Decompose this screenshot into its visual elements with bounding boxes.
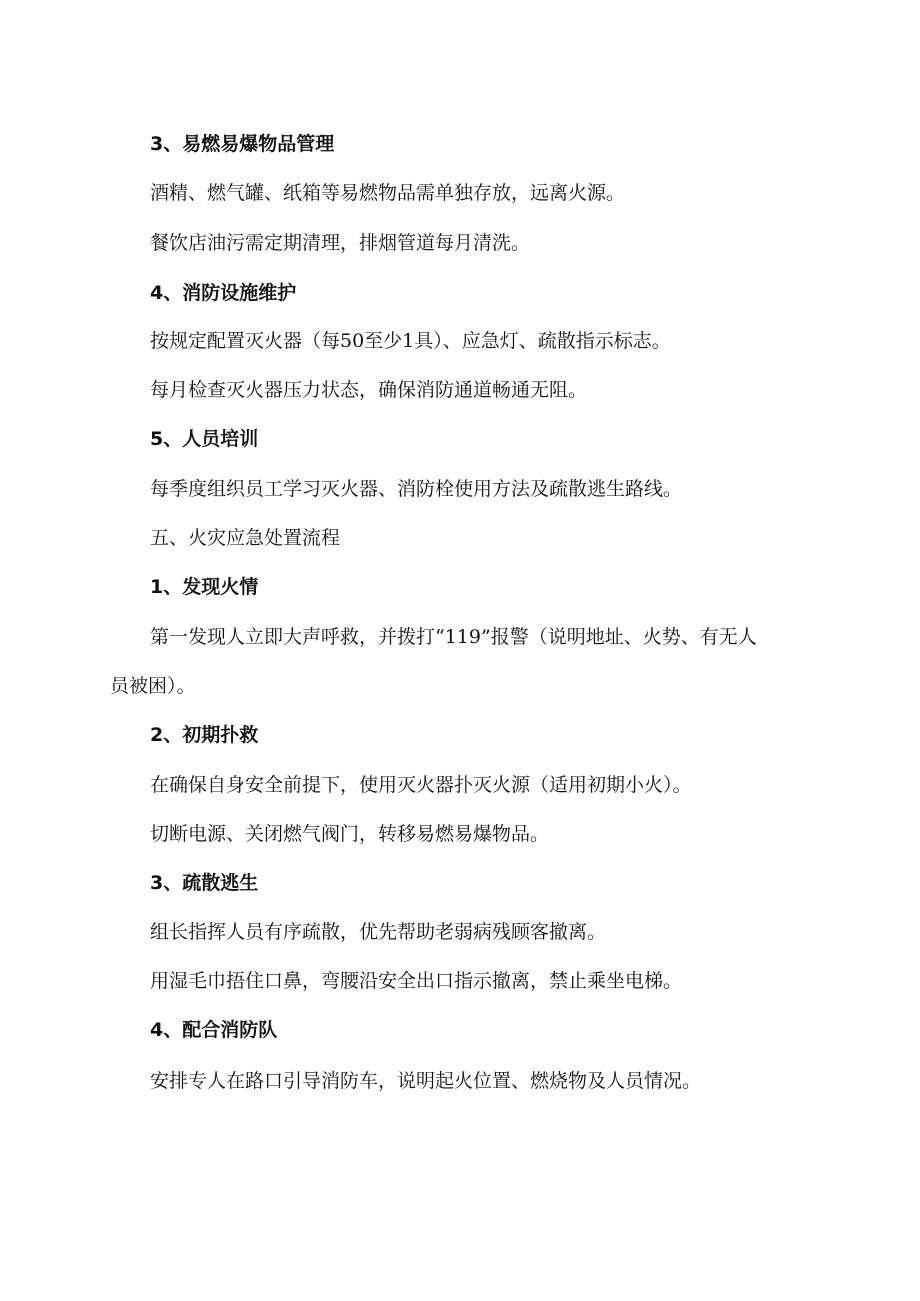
paragraph-storage: 酒精、燃气罐、纸箱等易燃物品需单独存放，远离火源。 [150, 182, 626, 204]
heading-staff-training: 5、人员培训 [150, 428, 259, 450]
heading-fire-facility-maintenance: 4、消防设施维护 [150, 282, 297, 304]
paragraph-cut-power: 切断电源、关闭燃气阀门，转移易燃易爆物品。 [150, 823, 550, 845]
paragraph-orderly-evacuation: 组长指挥人员有序疏散，优先帮助老弱病残顾客撤离。 [150, 921, 607, 943]
heading-discover-fire: 1、发现火情 [150, 576, 259, 598]
paragraph-wet-towel: 用湿毛巾捂住口鼻，弯腰沿安全出口指示撤离，禁止乘坐电梯。 [150, 970, 683, 992]
heading-flammable-management: 3、易燃易爆物品管理 [150, 133, 335, 155]
paragraph-guide-fire-truck: 安排专人在路口引导消防车，说明起火位置、燃烧物及人员情况。 [150, 1070, 702, 1092]
paragraph-extinguisher-config: 按规定配置灭火器（每50至少1具）、应急灯、疏散指示标志。 [150, 330, 671, 352]
paragraph-cleaning: 餐饮店油污需定期清理，排烟管道每月清洗。 [150, 232, 531, 254]
paragraph-call-119-continued: 员被困）。 [110, 675, 196, 697]
section-title-emergency-procedure: 五、火灾应急处置流程 [150, 527, 341, 549]
heading-initial-firefighting: 2、初期扑救 [150, 724, 259, 746]
paragraph-training: 每季度组织员工学习灭火器、消防栓使用方法及疏散逃生路线。 [150, 478, 683, 500]
paragraph-call-119: 第一发现人立即大声呼救，并拨打“119”报警（说明地址、火势、有无人 [150, 626, 757, 648]
heading-cooperate-fire-brigade: 4、配合消防队 [150, 1019, 278, 1041]
heading-evacuation: 3、疏散逃生 [150, 872, 259, 894]
paragraph-monthly-check: 每月检查灭火器压力状态，确保消防通道畅通无阻。 [150, 379, 588, 401]
paragraph-use-extinguisher: 在确保自身安全前提下，使用灭火器扑灭火源（适用初期小火）。 [150, 774, 692, 796]
